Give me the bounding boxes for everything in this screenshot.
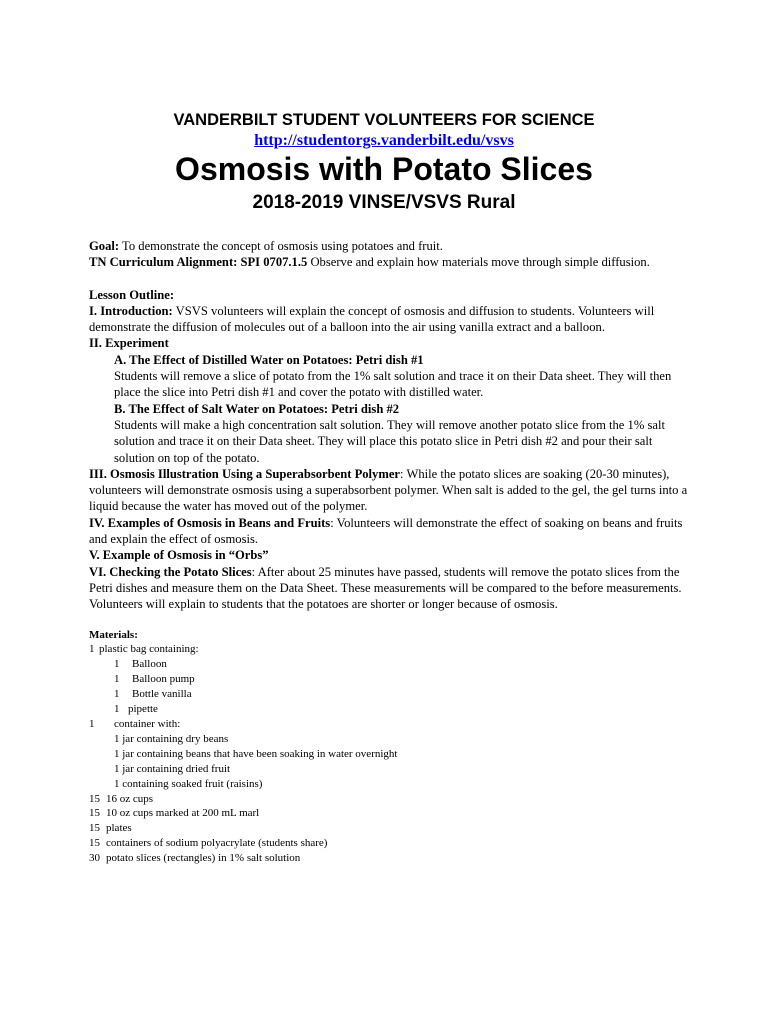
item-quantity: 30 xyxy=(89,852,100,865)
list-item xyxy=(89,762,689,777)
item-text: Balloon pump xyxy=(132,673,195,686)
list-item xyxy=(89,792,689,807)
item-quantity: 15 xyxy=(89,807,100,820)
curriculum-paragraph xyxy=(89,254,689,270)
section-vi-text: : After about 25 minutes have passed, students will remove the potato slices from the Petri dishes and measure them on the Data Sheet. These measurements will be compared to the before measurements. Volunteers will explain to students that the potatoes are shorter or longer because of osmosis. xyxy=(89,564,682,612)
list-item xyxy=(89,836,689,851)
introduction-label: I. Introduction: xyxy=(89,303,173,318)
spacer xyxy=(89,271,689,287)
item-text: pipette xyxy=(128,703,158,716)
document-body xyxy=(89,238,689,866)
section-a-text: Students will remove a slice of potato from the 1% salt solution and trace it on their Data sheet. They will then place the slice into Petri dish #1 and cover the potato with distilled water. xyxy=(114,369,672,400)
section-iii-paragraph xyxy=(89,466,689,515)
list-item xyxy=(89,806,689,821)
item-text: 1 jar containing dried fruit xyxy=(114,762,231,775)
item-quantity: 1 xyxy=(114,703,120,716)
page-title: Osmosis with Potato Slices xyxy=(175,151,593,187)
item-quantity: 1 xyxy=(89,717,95,730)
item-text: Balloon xyxy=(132,658,167,671)
section-vi-label: VI. Checking the Potato Slices xyxy=(89,564,252,579)
list-item xyxy=(89,732,689,747)
section-b-heading: B. The Effect of Salt Water on Potatoes: Petri dish #2 xyxy=(114,401,400,416)
section-b-text: Students will make a high concentration salt solution. They will remove another potato slice from the 1% salt solution and trace it on their Data sheet. They will place this potato slice in Petri dish #2 and pour their salt solution on top of the potato. xyxy=(114,417,665,465)
list-item xyxy=(89,821,689,836)
item-text: 1 jar containing dry beans xyxy=(114,732,229,745)
item-quantity: 1 xyxy=(114,673,120,686)
item-text: 16 oz cups xyxy=(106,792,154,805)
item-text: containers of sodium polyacrylate (students share) xyxy=(106,837,328,850)
section-iii-text: : While the potato slices are soaking (20-30 minutes), volunteers will demonstrate osmosis using a superabsorbent polymer. When salt is added to the gel, the gel turns into a liquid because the water has moved out of the polymer. xyxy=(89,466,688,514)
section-iv-paragraph xyxy=(89,515,689,548)
curriculum-label: TN Curriculum Alignment: SPI 0707.1.5 xyxy=(89,255,308,270)
list-item xyxy=(89,717,689,732)
section-a-heading: A. The Effect of Distilled Water on Potatoes: Petri dish #1 xyxy=(114,352,424,367)
section-v-heading: V. Example of Osmosis in “Orbs” xyxy=(89,548,269,563)
item-quantity: 1 xyxy=(89,643,95,656)
page-subtitle: 2018-2019 VINSE/VSVS Rural xyxy=(252,192,516,213)
item-text: plates xyxy=(106,822,132,835)
item-text: 1 jar containing beans that have been soaking in water overnight xyxy=(114,747,398,760)
item-quantity: 1 xyxy=(114,688,120,701)
list-item xyxy=(89,747,689,762)
item-text: plastic bag containing: xyxy=(99,643,199,656)
item-quantity: 15 xyxy=(89,837,100,850)
goal-text: To demonstrate the concept of osmosis using potatoes and fruit. xyxy=(119,239,443,253)
goal-paragraph xyxy=(89,238,689,254)
list-item xyxy=(89,657,689,672)
item-text: container with: xyxy=(114,717,181,730)
experiment-heading: II. Experiment xyxy=(89,336,169,351)
curriculum-text: Observe and explain how materials move through simple diffusion. xyxy=(307,255,650,270)
outline-heading: Lesson Outline: xyxy=(89,287,175,302)
item-text: Bottle vanilla xyxy=(132,688,192,701)
introduction-text: VSVS volunteers will explain the concept of osmosis and diffusion to students. Volunteers will demonstrate the diffusion of molecules out of a balloon into the air using vanilla extract and a balloon. xyxy=(89,303,655,335)
organization-name: VANDERBILT STUDENT VOLUNTEERS FOR SCIENCE xyxy=(173,111,595,129)
item-quantity: 15 xyxy=(89,822,100,835)
list-item xyxy=(89,672,689,687)
materials-heading: Materials: xyxy=(89,628,138,641)
item-text: 1 containing soaked fruit (raisins) xyxy=(114,777,263,790)
item-text: 10 oz cups marked at 200 mL marl xyxy=(106,807,260,820)
section-iv-label: IV. Examples of Osmosis in Beans and Fruits xyxy=(89,515,331,530)
materials-list xyxy=(89,628,689,867)
list-item xyxy=(89,777,689,792)
section-iii-label: III. Osmosis Illustration Using a Superabsorbent Polymer xyxy=(89,466,401,481)
introduction-paragraph xyxy=(89,303,689,336)
organization-link[interactable]: http://studentorgs.vanderbilt.edu/vsvs xyxy=(254,132,514,149)
item-quantity: 15 xyxy=(89,792,100,805)
section-vi-paragraph xyxy=(89,564,689,613)
section-iv-text: : Volunteers will demonstrate the effect of soaking on beans and fruits and explain the effect of osmosis. xyxy=(89,515,683,547)
list-item xyxy=(89,851,689,866)
item-text: potato slices (rectangles) in 1% salt solution xyxy=(106,852,301,865)
list-item xyxy=(89,687,689,702)
item-quantity: 1 xyxy=(114,658,120,671)
list-item xyxy=(89,702,689,717)
list-item xyxy=(89,642,689,657)
goal-label: Goal: xyxy=(89,239,120,253)
